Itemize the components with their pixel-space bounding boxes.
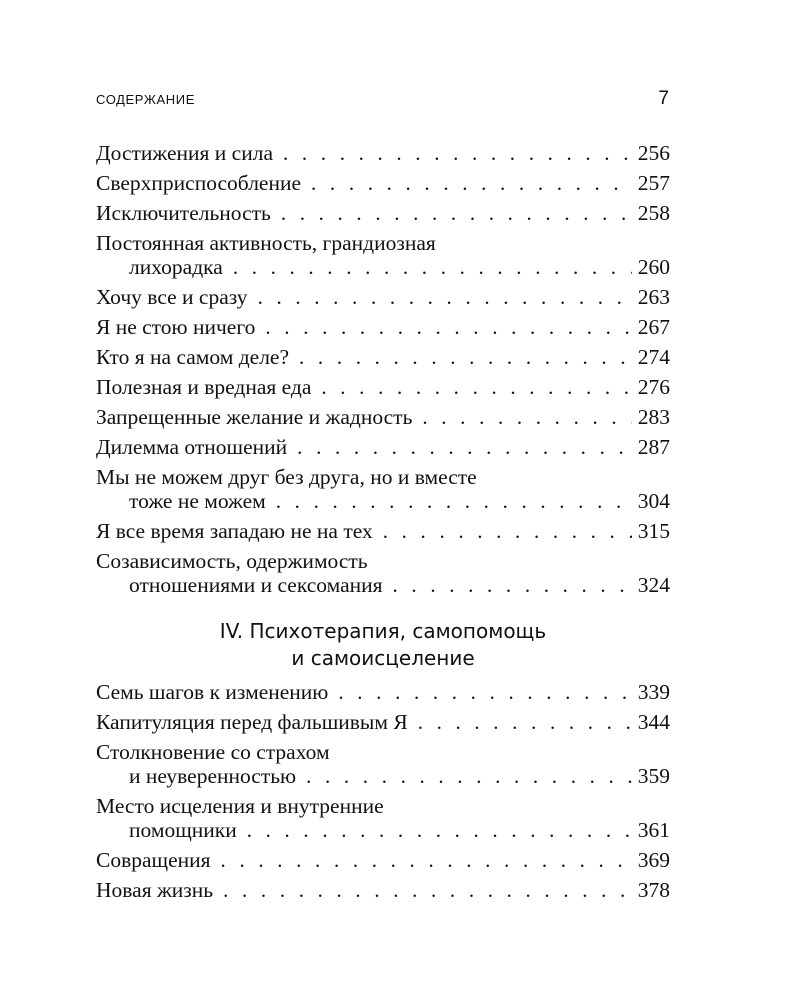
toc-entry-title: Достижения и сила [96,141,273,165]
toc-entry [96,794,670,842]
dot-leader [265,315,631,339]
dot-leader [221,848,632,872]
toc-entry-page: 274 [637,345,670,369]
section-heading-line-2: и самоисцеление [291,646,475,670]
dot-leader [276,489,632,513]
toc-entry [96,171,670,195]
toc-entry-title: Я все время западаю не на тех [96,519,373,543]
toc-entry-title: Дилемма отношений [96,435,288,459]
page-number: 7 [658,88,669,109]
toc-entry-page: 359 [637,764,670,788]
toc-entry-page: 260 [637,255,670,279]
dot-leader [233,255,632,279]
running-head: СОДЕРЖАНИЕ [96,92,196,107]
toc-entry [96,680,670,704]
toc-entry-title: Запрещенные желание и жадность [96,405,413,429]
toc-entry [96,315,670,339]
toc-entry-title: Мы не можем друг без друга, но и вместе [96,465,477,489]
toc-entry [96,345,670,369]
toc-entry [96,435,670,459]
toc-entry-title-continued: и неуверенностью [129,764,297,788]
toc-entry [96,740,670,788]
dot-leader [297,435,632,459]
toc-entry-page: 378 [637,878,670,902]
toc-entry-page: 287 [637,435,670,459]
toc-entry-title: Я не стою ничего [96,315,256,339]
toc-entry-page: 304 [637,489,670,513]
dot-leader [422,405,631,429]
toc-entry-title: Капитуляция перед фальшивым Я [96,710,408,734]
section-heading [96,618,670,672]
toc-entry-page: 256 [637,141,670,165]
toc-entry-title: Полезная и вредная еда [96,375,312,399]
toc-entry-page: 267 [637,315,670,339]
toc-entry [96,141,670,165]
toc-entry [96,405,670,429]
toc-entry [96,549,670,597]
toc-entry-title: Место исцеления и внутренние [96,794,384,818]
toc-entry-page: 369 [637,848,670,872]
toc-entry-page: 344 [637,710,670,734]
dot-leader [223,878,632,902]
dot-leader [306,764,632,788]
toc-entry-page: 276 [637,375,670,399]
toc-list-part-3 [96,141,670,603]
toc-entry [96,710,670,734]
toc-entry [96,201,670,225]
toc-entry [96,465,670,513]
dot-leader [299,345,632,369]
toc-entry-title-continued: тоже не можем [129,489,266,513]
toc-entry-title-continued: лихорадка [129,255,223,279]
toc-entry-title: Созависимость, одержимость [96,549,368,573]
toc-entry-page: 283 [637,405,670,429]
toc-entry-title: Столкновение со страхом [96,740,330,764]
toc-entry [96,848,670,872]
toc-entry-page: 257 [637,171,670,195]
dot-leader [247,818,632,842]
toc-entry-page: 315 [637,519,670,543]
toc-entry-title: Хочу все и сразу [96,285,248,309]
toc-entry-title: Совращения [96,848,211,872]
dot-leader [383,519,632,543]
toc-entry [96,285,670,309]
toc-list-part-4 [96,680,670,908]
toc-entry-title: Сверхприспособление [96,171,302,195]
dot-leader [393,573,632,597]
dot-leader [311,171,632,195]
section-heading-line-1: IV. Психотерапия, самопомощь [219,619,547,643]
dot-leader [321,375,631,399]
toc-entry-title-continued: отношениями и сексомания [129,573,383,597]
dot-leader [281,201,632,225]
dot-leader [338,680,631,704]
toc-entry-title: Исключительность [96,201,271,225]
toc-entry-page: 339 [637,680,670,704]
toc-entry-title: Постоянная активность, грандиозная [96,231,436,255]
toc-entry [96,231,670,279]
toc-entry-title: Новая жизнь [96,878,214,902]
toc-entry-page: 324 [637,573,670,597]
toc-entry-page: 361 [637,818,670,842]
toc-entry-title-continued: помощники [129,818,237,842]
toc-entry-title: Кто я на самом деле? [96,345,290,369]
dot-leader [258,285,632,309]
dot-leader [418,710,632,734]
toc-entry [96,519,670,543]
toc-entry-page: 263 [637,285,670,309]
toc-entry-page: 258 [637,201,670,225]
dot-leader [283,141,632,165]
toc-entry [96,878,670,902]
toc-entry [96,375,670,399]
toc-entry-title: Семь шагов к изменению [96,680,329,704]
